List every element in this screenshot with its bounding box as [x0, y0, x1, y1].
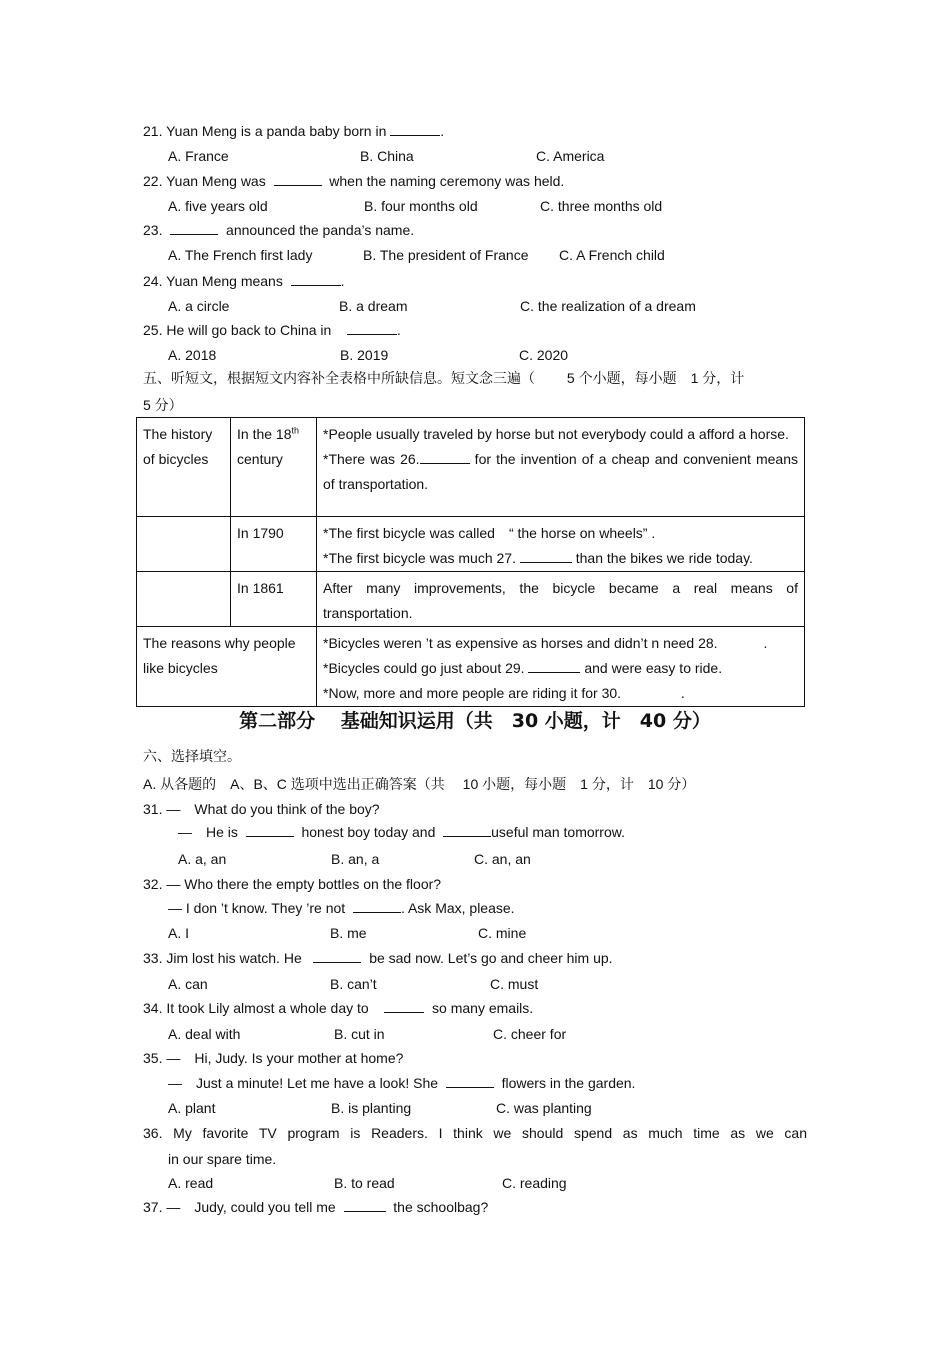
section5-instruction-cont: 5 分） [143, 397, 183, 413]
table-row1-topic: The history of bicycles [137, 418, 231, 517]
q34-option-a: A. deal with [168, 1026, 241, 1042]
q23-option-a: A. The French first lady [168, 247, 313, 263]
table-row1-details: *People usually traveled by horse but not everybody could a afford a horse. *There was 26. for the invention of a cheap and convenient means of transportation. [317, 418, 805, 517]
q34-option-b: B. cut in [334, 1026, 385, 1042]
table-row1-period: In the 18th century [231, 418, 317, 517]
bicycle-history-table [136, 417, 805, 707]
q25-option-b: B. 2019 [340, 347, 389, 363]
q36-option-b: B. to read [334, 1175, 395, 1191]
q34-option-c: C. cheer for [493, 1026, 567, 1042]
q24-option-a: A. a circle [168, 298, 230, 314]
q35-option-a: A. plant [168, 1100, 216, 1116]
q35-option-c: C. was planting [496, 1100, 592, 1116]
q35-line1: 35. — Hi, Judy. Is your mother at home? [143, 1050, 404, 1066]
q23-option-b: B. The president of France [363, 247, 529, 263]
q24-stem: 24. Yuan Meng means . [143, 273, 345, 289]
q33-line1: 33. Jim lost his watch. He be sad now. Let’s go and cheer him up. [143, 950, 613, 966]
q21-stem: 21. Yuan Meng is a panda baby born in . [143, 123, 445, 139]
q23-stem: 23. announced the panda’s name. [143, 222, 415, 238]
table-row4-details: *Bicycles weren ’t as expensive as horses and didn’t n need 28. . *Bicycles could go just about 29. and were easy to ride. *Now, more and more people are riding it for 30. . [317, 627, 805, 707]
q24-option-b: B. a dream [339, 298, 408, 314]
q31-option-b: B. an, a [331, 851, 380, 867]
q33-option-b: B. can’t [330, 976, 377, 992]
q33-option-a: A. can [168, 976, 208, 992]
section6-heading: 六、选择填空。 [143, 748, 241, 764]
table-row3-details: After many improvements, the bicycle became a real means of transportation. [317, 572, 805, 627]
section5-instruction: 五、听短文，根据短文内容补全表格中所缺信息。短文念三遍（ 5 个小题，每小题 1 分，计 [143, 370, 745, 386]
q35-line2: — Just a minute! Let me have a look! She flowers in the garden. [168, 1075, 636, 1091]
q37-line1: 37. — Judy, could you tell me the schoolbag? [143, 1199, 489, 1215]
q25-option-c: C. 2020 [519, 347, 569, 363]
table-row4-topic: The reasons why people like bicycles [137, 627, 317, 707]
q25-option-a: A. 2018 [168, 347, 217, 363]
q22-option-b: B. four months old [364, 198, 478, 214]
table-row2-period: In 1790 [231, 517, 317, 572]
part2-title: 第二部分 基础知识运用（共 30 小题，计 40 分） [239, 710, 711, 732]
q32-option-c: C. mine [478, 925, 527, 941]
table-row3-topic [137, 572, 231, 627]
q31-line2: — He is honest boy today and useful man tomorrow. [178, 824, 625, 840]
q32-line2: — I don ’t know. They ’re not . Ask Max, please. [168, 900, 515, 916]
q31-line1: 31. — What do you think of the boy? [143, 801, 380, 817]
q36-line2: in our spare time. [168, 1151, 277, 1167]
q32-line1: 32. — Who there the empty bottles on the floor? [143, 876, 442, 892]
q32-option-a: A. I [168, 925, 190, 941]
q22-option-a: A. five years old [168, 198, 268, 214]
q36-option-a: A. read [168, 1175, 214, 1191]
q22-stem: 22. Yuan Meng was when the naming ceremony was held. [143, 173, 565, 189]
q31-option-c: C. an, an [474, 851, 531, 867]
q34-line1: 34. It took Lily almost a whole day to so many emails. [143, 1000, 534, 1016]
q21-option-a: A. France [168, 148, 229, 164]
q21-option-c: C. America [536, 148, 605, 164]
table-row3-period: In 1861 [231, 572, 317, 627]
q25-stem: 25. He will go back to China in . [143, 322, 401, 338]
table-row2-details: *The first bicycle was called “ the horse on wheels” . *The first bicycle was much 27. than the bikes we ride today. [317, 517, 805, 572]
section6a-instruction: A. 从各题的 A、B、C 选项中选出正确答案（共 10 小题，每小题 1 分，计 10 分） [143, 776, 696, 792]
q36-option-c: C. reading [502, 1175, 567, 1191]
q32-option-b: B. me [330, 925, 367, 941]
q23-option-c: C. A French child [559, 247, 665, 263]
q35-option-b: B. is planting [331, 1100, 412, 1116]
q31-option-a: A. a, an [178, 851, 227, 867]
q36-line1: 36. My favorite TV program is Readers. I think we should spend as much time as we can [143, 1125, 807, 1141]
q22-option-c: C. three months old [540, 198, 663, 214]
q33-option-c: C. must [490, 976, 539, 992]
q24-option-c: C. the realization of a dream [520, 298, 696, 314]
table-row2-topic [137, 517, 231, 572]
q21-option-b: B. China [360, 148, 414, 164]
